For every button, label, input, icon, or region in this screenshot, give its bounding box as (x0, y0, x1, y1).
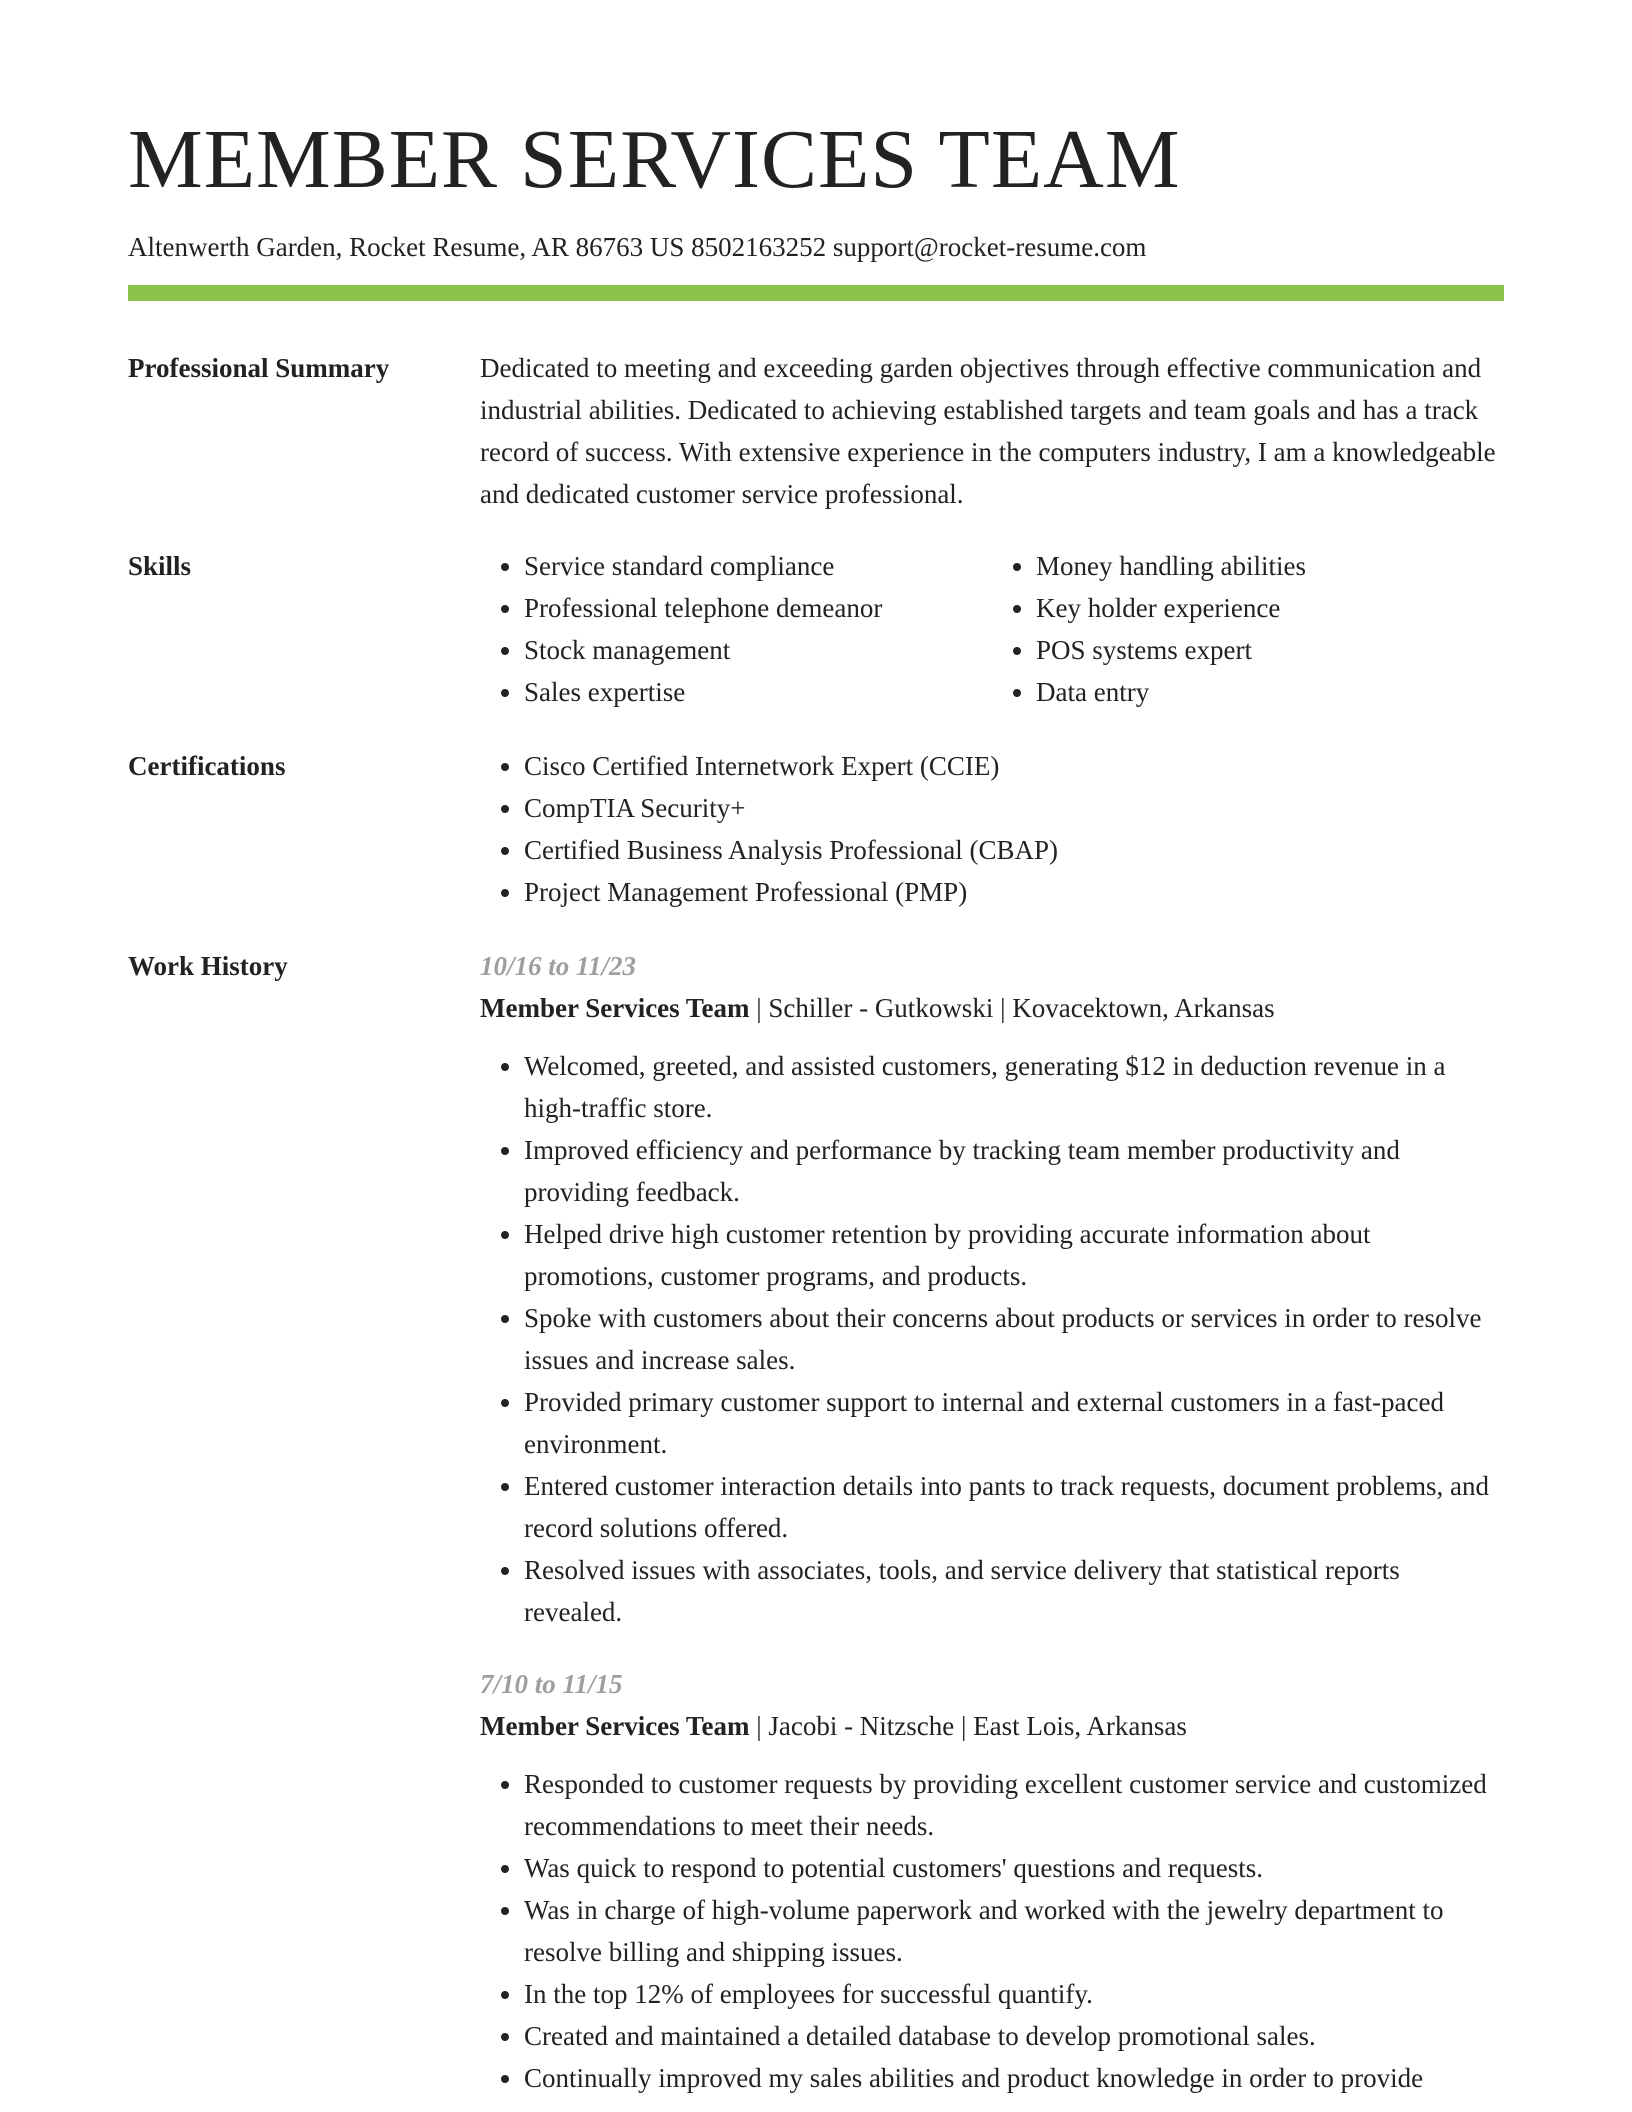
job-entry (480, 945, 1504, 1633)
job-bullet: • Entered customer interaction details into pants to track requests, document problems, and record solutions offered. (524, 1465, 1504, 1549)
job-dates: 10/16 to 11/23 (480, 951, 637, 981)
skill-item: • POS systems expert (1036, 629, 1460, 671)
job-bullet-list (480, 1045, 1504, 1633)
job-title-line (480, 1705, 1504, 1747)
skills-heading: Skills (128, 551, 192, 581)
skill-item: • Stock management (524, 629, 948, 671)
job-bullet: • Spoke with customers about their concerns about products or services in order to resolve issues and increase sales. (524, 1297, 1504, 1381)
skill-item: • Data entry (1036, 671, 1460, 713)
job-details: | Schiller - Gutkowski | Kovacektown, Arkansas (749, 993, 1275, 1023)
skill-item: • Money handling abilities (1036, 545, 1460, 587)
job-title: Member Services Team (480, 993, 750, 1023)
job-bullet-list (480, 1763, 1504, 2099)
summary-text: Dedicated to meeting and exceeding garden objectives through effective communication and industrial abilities. Dedicated to achieving established targets and team goals and has a track record of success. With extensive experience in the computers industry, I am a knowledgeable and dedicated customer service professional. (480, 353, 1496, 509)
summary-body (480, 347, 1504, 515)
job-bullet: • Was quick to respond to potential customers' questions and requests. (524, 1847, 1504, 1889)
skill-item: • Service standard compliance (524, 545, 948, 587)
work-history-body (480, 945, 1504, 2099)
certifications-heading: Certifications (128, 751, 286, 781)
certifications-body (480, 745, 1504, 913)
job-bullet: • Responded to customer requests by providing excellent customer service and customized recommendations to meet their needs. (524, 1763, 1504, 1847)
certifications-list (480, 745, 1504, 913)
skills-body (480, 545, 1504, 713)
job-bullet: • Improved efficiency and performance by tracking team member productivity and providing feedback. (524, 1129, 1504, 1213)
job-bullet: • Provided primary customer support to internal and external customers in a fast-paced environment. (524, 1381, 1504, 1465)
skills-list-left (480, 545, 948, 713)
resume-name: MEMBER SERVICES TEAM (128, 113, 1181, 206)
job-title: Member Services Team (480, 1711, 750, 1741)
job-bullet: • Welcomed, greeted, and assisted customers, generating $12 in deduction revenue in a high-traffic store. (524, 1045, 1504, 1129)
skill-item: • Professional telephone demeanor (524, 587, 948, 629)
certification-item: • Project Management Professional (PMP) (524, 871, 1504, 913)
job-dates: 7/10 to 11/15 (480, 1669, 623, 1699)
job-bullet: • Was in charge of high-volume paperwork and worked with the jewelry department to resolve billing and shipping issues. (524, 1889, 1504, 1973)
job-details: | Jacobi - Nitzsche | East Lois, Arkansas (749, 1711, 1187, 1741)
certification-item: • Cisco Certified Internetwork Expert (CCIE) (524, 745, 1504, 787)
job-bullet: • In the top 12% of employees for successful quantify. (524, 1973, 1504, 2015)
certification-item: • Certified Business Analysis Professional (CBAP) (524, 829, 1504, 871)
certification-item: • CompTIA Security+ (524, 787, 1504, 829)
job-bullet: • Resolved issues with associates, tools, and service delivery that statistical reports revealed. (524, 1549, 1504, 1633)
job-bullet: • Continually improved my sales abilities and product knowledge in order to provide (524, 2057, 1504, 2099)
summary-heading: Professional Summary (128, 353, 390, 383)
job-entry (480, 1663, 1504, 2099)
skill-item: • Sales expertise (524, 671, 948, 713)
skills-list-right (992, 545, 1460, 713)
work-history-heading: Work History (128, 951, 288, 981)
job-bullet: • Helped drive high customer retention by providing accurate information about promotions, customer programs, and products. (524, 1213, 1504, 1297)
contact-line: Altenwerth Garden, Rocket Resume, AR 86763 US 8502163252 support@rocket-resume.com (128, 232, 1147, 262)
skill-item: • Key holder experience (1036, 587, 1460, 629)
job-bullet: • Created and maintained a detailed database to develop promotional sales. (524, 2015, 1504, 2057)
accent-divider (128, 285, 1504, 301)
job-title-line (480, 987, 1504, 1029)
